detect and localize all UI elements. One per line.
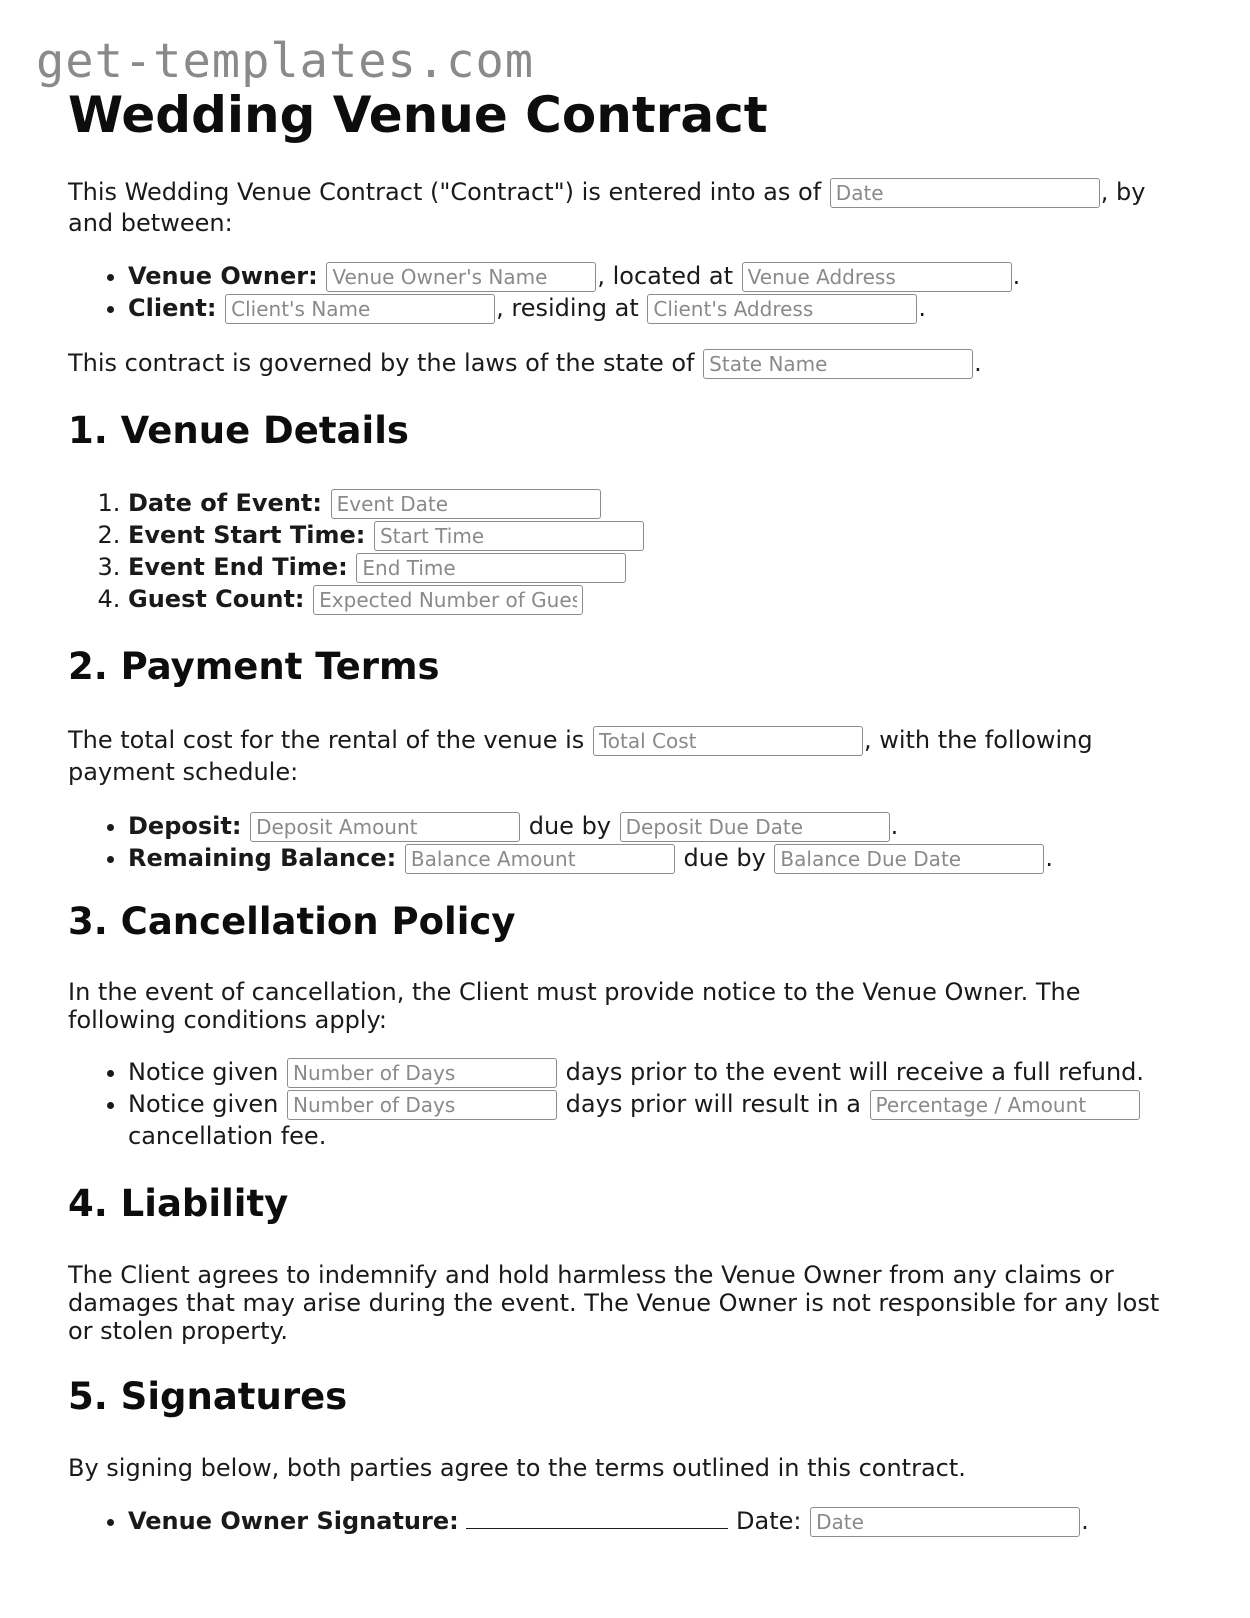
due-by-text: due by [528,811,612,840]
cancellation-list [68,1056,1188,1152]
contract-date-input[interactable] [830,178,1100,208]
guest-count-input[interactable] [313,585,583,615]
balance-due-date-input[interactable] [774,844,1044,874]
section-payment-heading: 2. Payment Terms [68,645,440,689]
notice-given-text: Notice given [128,1058,279,1087]
client-name-input[interactable] [225,294,495,324]
page-title: Wedding Venue Contract [68,86,768,144]
cancellation-paragraph: In the event of cancellation, the Client must provide notice to the Venue Owner. The following conditions apply: [68,978,1081,1035]
intro-paragraph [68,177,1188,238]
guest-count-label: Guest Count: [128,585,305,614]
due-by-text: due by [683,843,766,872]
watermark: get-templates.com [36,34,535,89]
start-time-label: Event Start Time: [128,521,366,550]
party-client: • Client: Client's Name , residing at Client's Address . [128,292,1188,324]
payment-paragraph [68,724,1188,788]
signatures-paragraph: By signing below, both parties agree to the terms outlined in this contract. [68,1453,966,1482]
list-item [128,519,1188,551]
deposit-due-date-input[interactable] [620,812,890,842]
end-time-input[interactable] [356,553,626,583]
deposit-amount-input[interactable] [250,812,520,842]
venue-details-list [68,487,1188,615]
section-cancellation-heading: 3. Cancellation Policy [68,899,516,943]
governing-text: This contract is governed by the laws of the state of [68,349,695,377]
intro-text-after: , by and between: [68,178,1146,237]
party-owner: • Venue Owner: Venue Owner's Name , located at Venue Address . [128,260,1188,292]
balance-amount-input[interactable] [405,844,675,874]
total-cost-input[interactable] [593,726,863,756]
list-item [128,487,1188,519]
owner-connector: , located at [597,262,734,290]
payment-schedule-list [68,810,1188,874]
list-item [128,1056,1188,1088]
section-signatures-heading: 5. Signatures [68,1374,348,1418]
notice-given-text: Notice given [128,1090,279,1119]
fee-text: cancellation fee. [128,1122,327,1151]
signature-line[interactable] [466,1506,728,1529]
end-time-label: Event End Time: [128,553,348,582]
list-item: • Venue Owner Signature: Date: Date . [128,1505,1188,1537]
owner-label: Venue Owner: [128,262,318,290]
owner-name-input[interactable] [326,262,596,292]
list-item [128,551,1188,583]
signature-date-input[interactable] [810,1507,1080,1537]
deposit-label: Deposit: [128,811,242,840]
signature-date-label: Date: [736,1506,802,1535]
event-date-input[interactable] [331,489,601,519]
signatures-list [68,1505,1188,1537]
list-item [128,583,1188,615]
list-item: • Deposit: Deposit Amount due by Deposit Due Date . [128,810,1188,842]
section-liability-heading: 4. Liability [68,1182,289,1226]
parties-list [68,260,1188,324]
fee-days-input[interactable] [287,1090,557,1120]
client-label: Client: [128,294,217,322]
liability-paragraph: The Client agrees to indemnify and hold harmless the Venue Owner from any claims or damages that may arise during the event. The Venue Owner is not responsible for any lost or stolen property. [68,1260,1160,1345]
full-refund-text: days prior to the event will receive a full refund. [565,1058,1145,1087]
contract-page [68,88,1188,1561]
intro-text: This Wedding Venue Contract ("Contract") is entered into as of [68,178,822,206]
cancellation-fee-input[interactable] [870,1090,1140,1120]
list-item: • Remaining Balance: Balance Amount due by Balance Due Date . [128,842,1188,874]
start-time-input[interactable] [374,521,644,551]
balance-label: Remaining Balance: [128,843,397,872]
venue-address-input[interactable] [742,262,1012,292]
payment-text: The total cost for the rental of the venue is [68,725,585,754]
client-address-input[interactable] [647,294,917,324]
client-connector: , residing at [496,294,639,322]
governing-paragraph: This contract is governed by the laws of the state of State Name . [68,348,1188,379]
payment-text-after: , with the following payment schedule: [68,725,1093,786]
full-refund-days-input[interactable] [287,1058,557,1088]
section-venue-details-heading: 1. Venue Details [68,409,409,452]
owner-signature-label: Venue Owner Signature: [128,1506,459,1535]
event-date-label: Date of Event: [128,489,322,518]
list-item [128,1088,1188,1152]
result-text: days prior will result in a [565,1090,861,1119]
state-input[interactable] [703,349,973,379]
